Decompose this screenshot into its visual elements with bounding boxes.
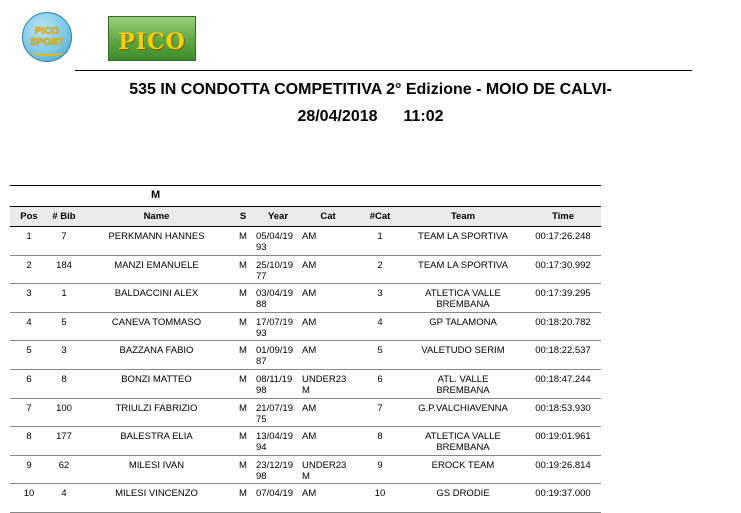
row-sex-line: M: [239, 231, 247, 242]
row-time: [524, 403, 602, 414]
row-cat: [302, 374, 354, 396]
row-cat-line: AM: [302, 488, 317, 500]
row-sex-line: M: [239, 402, 247, 414]
row-ncat: [360, 317, 400, 328]
race-time: 11:02: [403, 108, 444, 125]
table-row: [10, 341, 601, 370]
row-cat-line: UNDER23: [302, 373, 347, 385]
row-pos-line: 3: [26, 288, 32, 300]
row-cat-line: UNDER23: [302, 459, 347, 471]
row-bib-line: 7: [61, 231, 67, 242]
row-ncat-line: 9: [377, 459, 383, 471]
row-cat-line: AM: [302, 259, 317, 271]
row-year: [256, 260, 300, 282]
table-row: [10, 456, 601, 485]
row-team: [402, 488, 524, 499]
row-sex-line: M: [239, 373, 247, 385]
row-year-line: 77: [256, 270, 267, 282]
row-cat: [302, 317, 354, 328]
col-time: Time: [551, 211, 574, 222]
row-year-line: 25/10/19: [256, 259, 293, 271]
row-bib-line: 1: [61, 288, 67, 300]
row-ncat: [360, 231, 400, 242]
row-team-line: ATLETICA VALLE: [425, 431, 501, 443]
logo-left-line1: PICO: [34, 26, 60, 37]
row-time-line: 00:19:26.814: [535, 459, 591, 471]
row-bib: [48, 260, 80, 271]
row-pos-line: 5: [26, 345, 32, 357]
row-ncat: [360, 431, 400, 442]
row-name-line: BONZI MATTEO: [121, 373, 192, 385]
row-name: [84, 288, 229, 299]
row-ncat: [360, 403, 400, 414]
row-pos-line: 2: [26, 259, 32, 271]
row-time: [524, 431, 602, 442]
row-sex-line: M: [239, 259, 247, 271]
row-sex: [232, 288, 254, 299]
row-team-line: GP TALAMONA: [429, 316, 497, 328]
row-team-line: G.P.VALCHIAVENNA: [418, 402, 508, 414]
row-bib-line: 62: [58, 459, 70, 471]
row-name-line: BALDACCINI ALEX: [114, 288, 199, 300]
header-rule: [75, 70, 692, 71]
row-year: [256, 345, 300, 367]
row-cat-line: AM: [302, 402, 317, 414]
row-ncat: [360, 288, 400, 299]
row-bib: [48, 431, 80, 442]
row-time-line: 00:18:22.537: [535, 345, 591, 357]
row-cat-line: AM: [302, 288, 317, 300]
table-row: [10, 484, 601, 513]
row-bib: [48, 403, 80, 414]
table-row: [10, 256, 601, 285]
row-team-line: TEAM LA SPORTIVA: [418, 259, 508, 271]
row-pos: [10, 260, 48, 271]
row-ncat-line: 4: [377, 316, 383, 328]
row-pos: [10, 488, 48, 499]
col-ncat: #Cat: [369, 211, 391, 222]
col-name: Name: [143, 211, 170, 222]
table-row: [10, 284, 601, 313]
row-time-line: 00:17:39.295: [535, 288, 591, 300]
row-ncat-line: 7: [377, 402, 383, 414]
row-sex: [232, 231, 254, 242]
row-name: [84, 260, 229, 271]
row-name: [84, 374, 229, 385]
row-time-line: 00:18:47.244: [535, 373, 591, 385]
row-time: [524, 317, 602, 328]
row-time-line: 00:18:53.930: [535, 402, 591, 414]
row-team-line: GS DRODIE: [436, 488, 490, 500]
row-year-line: 93: [256, 242, 267, 253]
row-sex: [232, 260, 254, 271]
row-name-line: CANEVA TOMMASO: [111, 316, 202, 328]
row-team-line: ATL. VALLE: [437, 373, 489, 385]
row-time-line: 00:19:37.000: [535, 488, 591, 500]
row-name-line: MILESI IVAN: [128, 459, 185, 471]
row-bib: [48, 317, 80, 328]
row-year-line: 87: [256, 356, 267, 368]
row-ncat: [360, 460, 400, 471]
row-team: [402, 374, 524, 396]
row-time: [524, 231, 602, 242]
row-ncat-line: 3: [377, 288, 383, 300]
row-bib-line: 3: [61, 345, 67, 357]
row-sex: [232, 345, 254, 356]
row-team: [402, 431, 524, 453]
row-ncat-line: 5: [377, 345, 383, 357]
row-year: [256, 403, 300, 425]
row-time: [524, 374, 602, 385]
row-pos: [10, 231, 48, 242]
row-bib-line: 5: [61, 316, 67, 328]
row-ncat: [360, 260, 400, 271]
row-pos: [10, 460, 48, 471]
row-name-line: TRIULZI FABRIZIO: [115, 402, 198, 414]
row-pos-line: 6: [26, 373, 32, 385]
row-pos-line: 4: [26, 316, 32, 328]
row-year-line: 07/04/19: [256, 488, 293, 500]
row-year: [256, 374, 300, 396]
table-row: [10, 313, 601, 342]
row-year: [256, 288, 300, 310]
row-pos-line: 7: [26, 402, 32, 414]
row-ncat-line: 2: [377, 259, 383, 271]
row-bib: [48, 345, 80, 356]
row-name-line: MILESI VINCENZO: [115, 488, 198, 500]
row-pos: [10, 431, 48, 442]
row-year-line: 08/11/19: [256, 373, 293, 385]
row-pos-line: 8: [26, 431, 32, 443]
row-name: [84, 403, 229, 414]
row-name: [84, 460, 229, 471]
row-name-line: BALESTRA ELIA: [120, 431, 193, 443]
row-cat: [302, 488, 354, 499]
row-ncat-line: 1: [377, 231, 383, 242]
logo-left-line2: SPORT: [29, 37, 65, 48]
row-year-line: 94: [256, 442, 267, 454]
row-cat: [302, 288, 354, 299]
row-year-line: 93: [256, 327, 267, 339]
table-row: [10, 370, 601, 399]
row-sex: [232, 460, 254, 471]
table-row: [10, 427, 601, 456]
col-cat: Cat: [320, 211, 336, 222]
race-date: 28/04/2018: [297, 108, 378, 125]
row-year: [256, 460, 300, 482]
row-cat-line: AM: [302, 345, 317, 357]
row-cat-line: M: [302, 470, 310, 482]
row-ncat: [360, 488, 400, 499]
row-time: [524, 460, 602, 471]
row-year-line: 98: [256, 384, 267, 396]
row-ncat: [360, 345, 400, 356]
row-time: [524, 345, 602, 356]
row-name: [84, 431, 229, 442]
row-cat: [302, 260, 354, 271]
pico-sport-logo: [22, 12, 72, 62]
row-sex-line: M: [239, 431, 247, 443]
row-sex-line: M: [239, 316, 247, 328]
table-row: [10, 227, 601, 256]
row-year: [256, 431, 300, 453]
row-bib-line: 177: [56, 431, 72, 443]
row-cat: [302, 231, 354, 242]
row-team: [402, 403, 524, 414]
row-sex: [232, 374, 254, 385]
row-bib: [48, 460, 80, 471]
row-team-line: TEAM LA SPORTIVA: [418, 231, 508, 242]
row-time-line: 00:17:26.248: [535, 231, 591, 242]
race-datetime: [0, 108, 741, 126]
row-team-line: EROCK TEAM: [431, 459, 495, 471]
row-time-line: 00:17:30.992: [535, 259, 591, 271]
row-ncat-line: 10: [374, 488, 386, 500]
row-year-line: 17/07/19: [256, 316, 293, 328]
results-table: [10, 185, 601, 513]
row-name-line: MANZI EMANUELE: [114, 259, 199, 271]
row-ncat-line: 6: [377, 373, 383, 385]
col-year: Year: [267, 211, 289, 222]
row-sex-line: M: [239, 488, 247, 500]
row-name: [84, 345, 229, 356]
row-name: [84, 488, 229, 499]
row-sex: [232, 317, 254, 328]
row-cat-line: AM: [302, 431, 317, 443]
row-team-line: BREMBANA: [436, 299, 490, 311]
row-year: [256, 231, 300, 253]
row-pos: [10, 403, 48, 414]
column-header-row: [10, 206, 601, 227]
row-year: [256, 317, 300, 339]
row-year-line: 05/04/19: [256, 231, 293, 242]
row-cat-line: AM: [302, 316, 317, 328]
row-bib: [48, 231, 80, 242]
col-team: Team: [450, 211, 476, 222]
col-bib: # Bib: [52, 211, 76, 222]
row-pos: [10, 374, 48, 385]
row-year-line: 88: [256, 299, 267, 311]
row-sex: [232, 403, 254, 414]
row-year-line: 13/04/19: [256, 431, 293, 443]
category-band: [10, 185, 601, 206]
row-team: [402, 231, 524, 242]
row-cat: [302, 403, 354, 414]
row-sex-line: M: [239, 345, 247, 357]
row-sex: [232, 488, 254, 499]
category-label: M: [151, 189, 161, 201]
row-team-line: BREMBANA: [436, 384, 490, 396]
row-team: [402, 460, 524, 471]
row-year-line: 98: [256, 470, 267, 482]
row-team: [402, 317, 524, 328]
row-name: [84, 317, 229, 328]
row-bib: [48, 488, 80, 499]
row-pos-line: 1: [26, 231, 32, 242]
row-time: [524, 288, 602, 299]
row-bib: [48, 288, 80, 299]
row-team: [402, 260, 524, 271]
row-team-line: VALETUDO SERIM: [421, 345, 505, 357]
row-cat: [302, 460, 354, 482]
row-bib-line: 4: [61, 488, 67, 500]
row-year-line: 75: [256, 413, 267, 425]
row-pos-line: 10: [23, 488, 35, 500]
row-time-line: 00:18:20.782: [535, 316, 591, 328]
row-cat: [302, 431, 354, 442]
row-bib-line: 184: [56, 259, 72, 271]
pico-logo: [108, 16, 196, 61]
row-year-line: 21/07/19: [256, 402, 293, 414]
row-cat-line: M: [302, 384, 310, 396]
row-name-line: PERKMANN HANNES: [108, 231, 205, 242]
col-pos: Pos: [20, 211, 38, 222]
row-time-line: 00:19:01.961: [535, 431, 591, 443]
row-team: [402, 345, 524, 356]
row-time: [524, 260, 602, 271]
row-sex: [232, 431, 254, 442]
row-bib: [48, 374, 80, 385]
row-sex-line: M: [239, 288, 247, 300]
row-pos: [10, 288, 48, 299]
row-ncat: [360, 374, 400, 385]
row-team-line: BREMBANA: [436, 442, 490, 454]
row-year-line: 23/12/19: [256, 459, 293, 471]
row-team-line: ATLETICA VALLE: [425, 288, 501, 300]
row-cat-line: AM: [302, 231, 317, 242]
table-row: [10, 399, 601, 428]
row-year-line: 03/04/19: [256, 288, 293, 300]
row-pos-line: 9: [26, 459, 32, 471]
row-cat: [302, 345, 354, 356]
row-ncat-line: 8: [377, 431, 383, 443]
row-pos: [10, 317, 48, 328]
race-title: 535 IN CONDOTTA COMPETITIVA 2° Edizione - MOIO DE CALVI-: [129, 81, 612, 98]
row-year: [256, 488, 300, 499]
row-time: [524, 488, 602, 499]
table-body: [10, 227, 601, 513]
row-name-line: BAZZANA FABIO: [119, 345, 194, 357]
logo-right-text: PICO: [118, 29, 186, 55]
row-name: [84, 231, 229, 242]
row-sex-line: M: [239, 459, 247, 471]
col-sex: S: [239, 211, 247, 222]
row-pos: [10, 345, 48, 356]
row-year-line: 01/09/19: [256, 345, 293, 357]
row-bib-line: 8: [61, 373, 67, 385]
row-team: [402, 288, 524, 310]
row-bib-line: 100: [56, 402, 72, 414]
logo-swoosh: [31, 49, 65, 56]
